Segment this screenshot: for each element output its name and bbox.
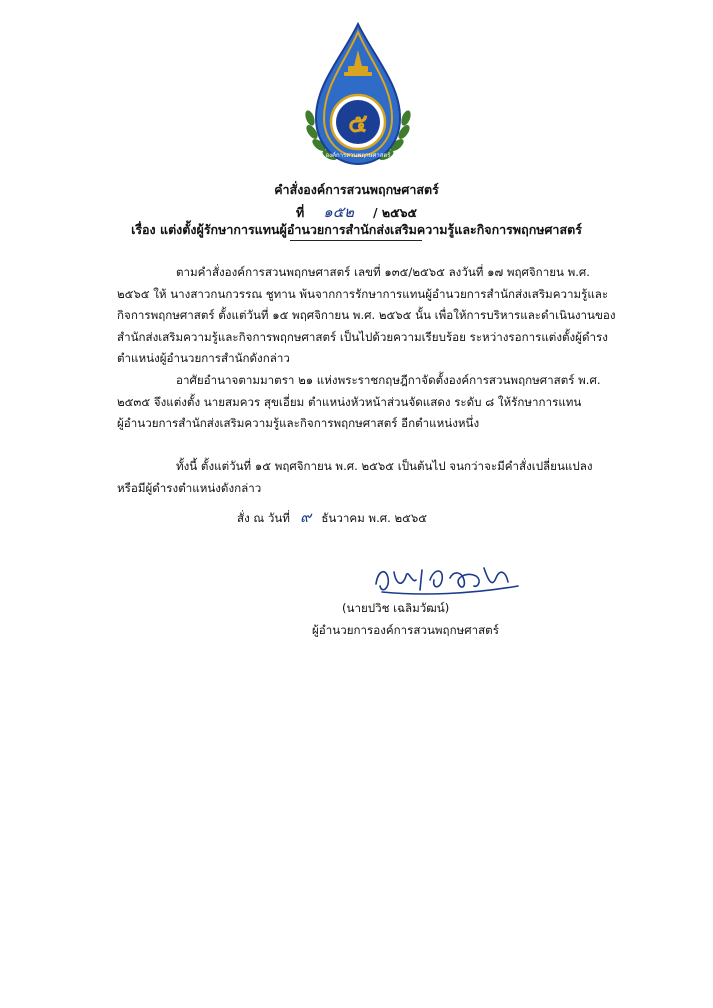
- order-number-handwritten: ๑๕๒: [323, 203, 354, 221]
- given-date-prefix: สั่ง ณ วันที่: [237, 511, 290, 525]
- signer-name: (นายปวิช เฉลิมวัฒน์): [342, 601, 450, 615]
- given-date-line: [237, 505, 427, 529]
- paragraph-1-line-5: ตำแหน่งผู้อำนวยการสำนักดังกล่าว: [117, 351, 290, 366]
- paragraph-1-line-1: ตามคำสั่งองค์การสวนพฤกษศาสตร์ เลขที่ ๑๓๕/๒๕๖๕ ลงวันที่ ๑๗ พฤศจิกายน พ.ศ.: [176, 265, 590, 279]
- given-day-handwritten: ๙: [300, 508, 312, 526]
- paragraph-1-line-3: กิจการพฤกษศาสตร์ ตั้งแต่วันที่ ๑๕ พฤศจิกายน พ.ศ. ๒๕๖๕ นั้น เพื่อให้การบริหารและดำเนินงานของ: [117, 308, 616, 323]
- paragraph-1-line-2: ๒๕๖๕ ให้ นางสาวกนกวรรณ ชูทาน พ้นจากการรักษาการแทนผู้อำนวยการสำนักส่งเสริมความรู้และ: [117, 286, 609, 301]
- subject-divider: [290, 240, 422, 241]
- organization-logo: [302, 22, 414, 172]
- given-date-suffix: ธันวาคม พ.ศ. ๒๕๖๕: [321, 511, 428, 525]
- handwritten-signature: [372, 550, 522, 605]
- paragraph-3-line-2: หรือมีผู้ดำรงตำแหน่งดังกล่าว: [117, 480, 262, 495]
- paragraph-3-line-1: ทั้งนี้ ตั้งแต่วันที่ ๑๕ พฤศจิกายน พ.ศ. ๒๕๖๕ เป็นต้นไป จนกว่าจะมีคำสั่งเปลี่ยนแปลง: [176, 459, 593, 473]
- paragraph-2-line-2: ๒๕๓๕ จึงแต่งตั้ง นายสมควร สุขเอี่ยม ตำแหน่งหัวหน้าส่วนจัดแสดง ระดับ ๘ ให้รักษาการแทน: [117, 394, 582, 409]
- order-subject: เรื่อง แต่งตั้งผู้รักษาการแทนผู้อำนวยการสำนักส่งเสริมความรู้และกิจการพฤกษศาสตร์: [131, 222, 582, 237]
- svg-text:องค์การสวนพฤกษศาสตร์: องค์การสวนพฤกษศาสตร์: [325, 152, 391, 159]
- order-title: คำสั่งองค์การสวนพฤกษศาสตร์: [274, 182, 439, 197]
- svg-text:๕: ๕: [348, 109, 368, 139]
- paragraph-2-line-3: ผู้อำนวยการสำนักส่งเสริมความรู้และกิจการพฤกษศาสตร์ อีกตำแหน่งหนึ่ง: [117, 416, 480, 431]
- paragraph-1-line-4: สำนักส่งเสริมความรู้และกิจการพฤกษศาสตร์ เป็นไปด้วยความเรียบร้อย ระหว่างรอการแต่งตั้งผู้ดำรง: [117, 329, 608, 344]
- paragraph-2-line-1: อาศัยอำนาจตามมาตรา ๒๑ แห่งพระราชกฤษฎีกาจัดตั้งองค์การสวนพฤกษศาสตร์ พ.ศ.: [176, 373, 601, 387]
- order-number-prefix: ที่: [296, 205, 305, 220]
- signer-position: ผู้อำนวยการองค์การสวนพฤกษศาสตร์: [312, 623, 499, 637]
- order-number-suffix: / ๒๕๖๕: [372, 205, 417, 220]
